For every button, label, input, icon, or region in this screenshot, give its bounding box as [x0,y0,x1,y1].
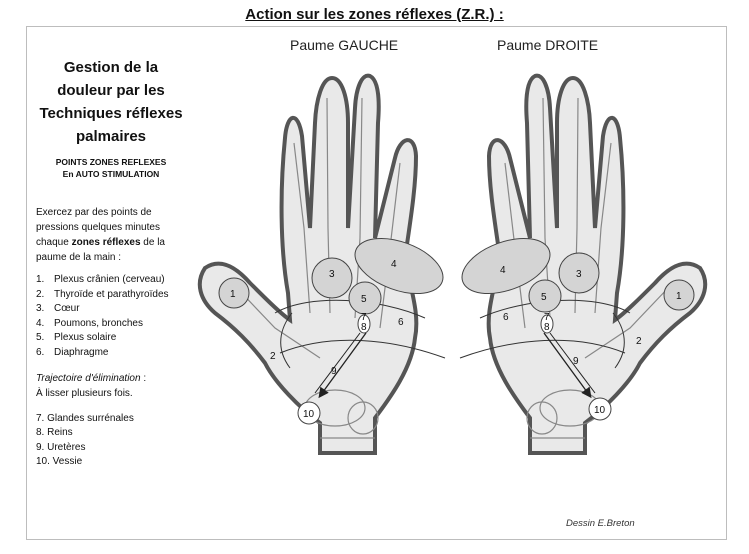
intro-part: Exercez par des points de pressions quelques minutes chaque [36,207,160,248]
zone-label: 4 [391,259,397,270]
trajectory-note [36,371,186,401]
zone-label: 2 [636,336,642,347]
item-number: 5. [36,332,45,344]
list-item: 8. Reins [36,427,73,439]
item-number: 2. [36,288,45,300]
subheading-line: En AUTO STIMULATION [62,169,160,179]
zone-label: 7 [544,312,550,323]
sidebar-subheading [36,156,186,180]
heading-line: Gestion de la [63,59,159,76]
list-item [36,346,186,361]
zone-label: 5 [541,292,547,303]
drawing-credit: Dessin E.Breton [566,518,635,529]
item-number: 4. [36,317,45,329]
intro-bold: zones réflexes [71,237,141,248]
zone-label: 1 [676,291,682,302]
right-hand [455,37,706,453]
item-label: Cœur [54,303,80,315]
trajectory-colon: : [140,372,147,384]
item-label: Diaphragme [54,346,109,358]
left-hand [200,37,451,453]
elimination-list [36,412,186,470]
item-number: 1. [36,274,45,285]
zone-label: 7 [361,312,367,323]
list-item [36,302,186,317]
page-title: Action sur les zones réflexes (Z.R.) : [245,6,504,23]
zone-label: 1 [230,289,236,300]
zone-label: 5 [361,294,367,305]
zone-label: 8 [361,322,367,333]
subheading-line: POINTS ZONES REFLEXES [55,157,167,167]
item-label: Plexus crânien (cerveau) [54,274,165,285]
intro-part: de la paume de la main : [36,237,165,263]
item-number: 3. [36,303,45,315]
list-item: 9. Uretères [36,441,86,453]
zone-label: 9 [331,366,337,377]
zone-label: 4 [500,265,506,276]
zone-label: 9 [573,356,579,367]
zone-label: 10 [594,405,606,416]
zone-list [36,273,186,361]
list-item: 7. Glandes surrénales [36,412,134,424]
zone-label: 3 [329,269,335,280]
item-number: 6. [36,346,45,358]
trajectory-title: Trajectoire d'élimination [36,372,141,384]
zone-label: 6 [503,312,509,323]
zone-label: 3 [576,269,582,280]
intro-text [36,205,186,265]
sidebar-heading [36,56,186,148]
left-hand-label: Paume GAUCHE [290,37,399,53]
item-label: Plexus solaire [54,332,117,344]
heading-line: Techniques réflexes [39,105,183,122]
zone-label: 10 [303,409,315,420]
list-item [36,273,186,288]
hands-diagram [180,28,725,518]
item-label: Thyroïde et parathyroïdes [54,288,169,300]
list-item: 10. Vessie [36,456,83,468]
trajectory-instruction: À lisser plusieurs fois. [36,387,133,399]
list-item [36,288,186,303]
item-label: Poumons, bronches [54,317,143,329]
zone-label: 8 [544,322,550,333]
list-item [36,317,186,332]
list-item [36,331,186,346]
heading-line: douleur par les [57,82,165,99]
heading-line: palmaires [75,128,147,145]
zone-label: 2 [270,351,276,362]
sidebar-legend [36,56,186,470]
right-hand-label: Paume DROITE [497,37,599,53]
zone-label: 6 [398,317,404,328]
